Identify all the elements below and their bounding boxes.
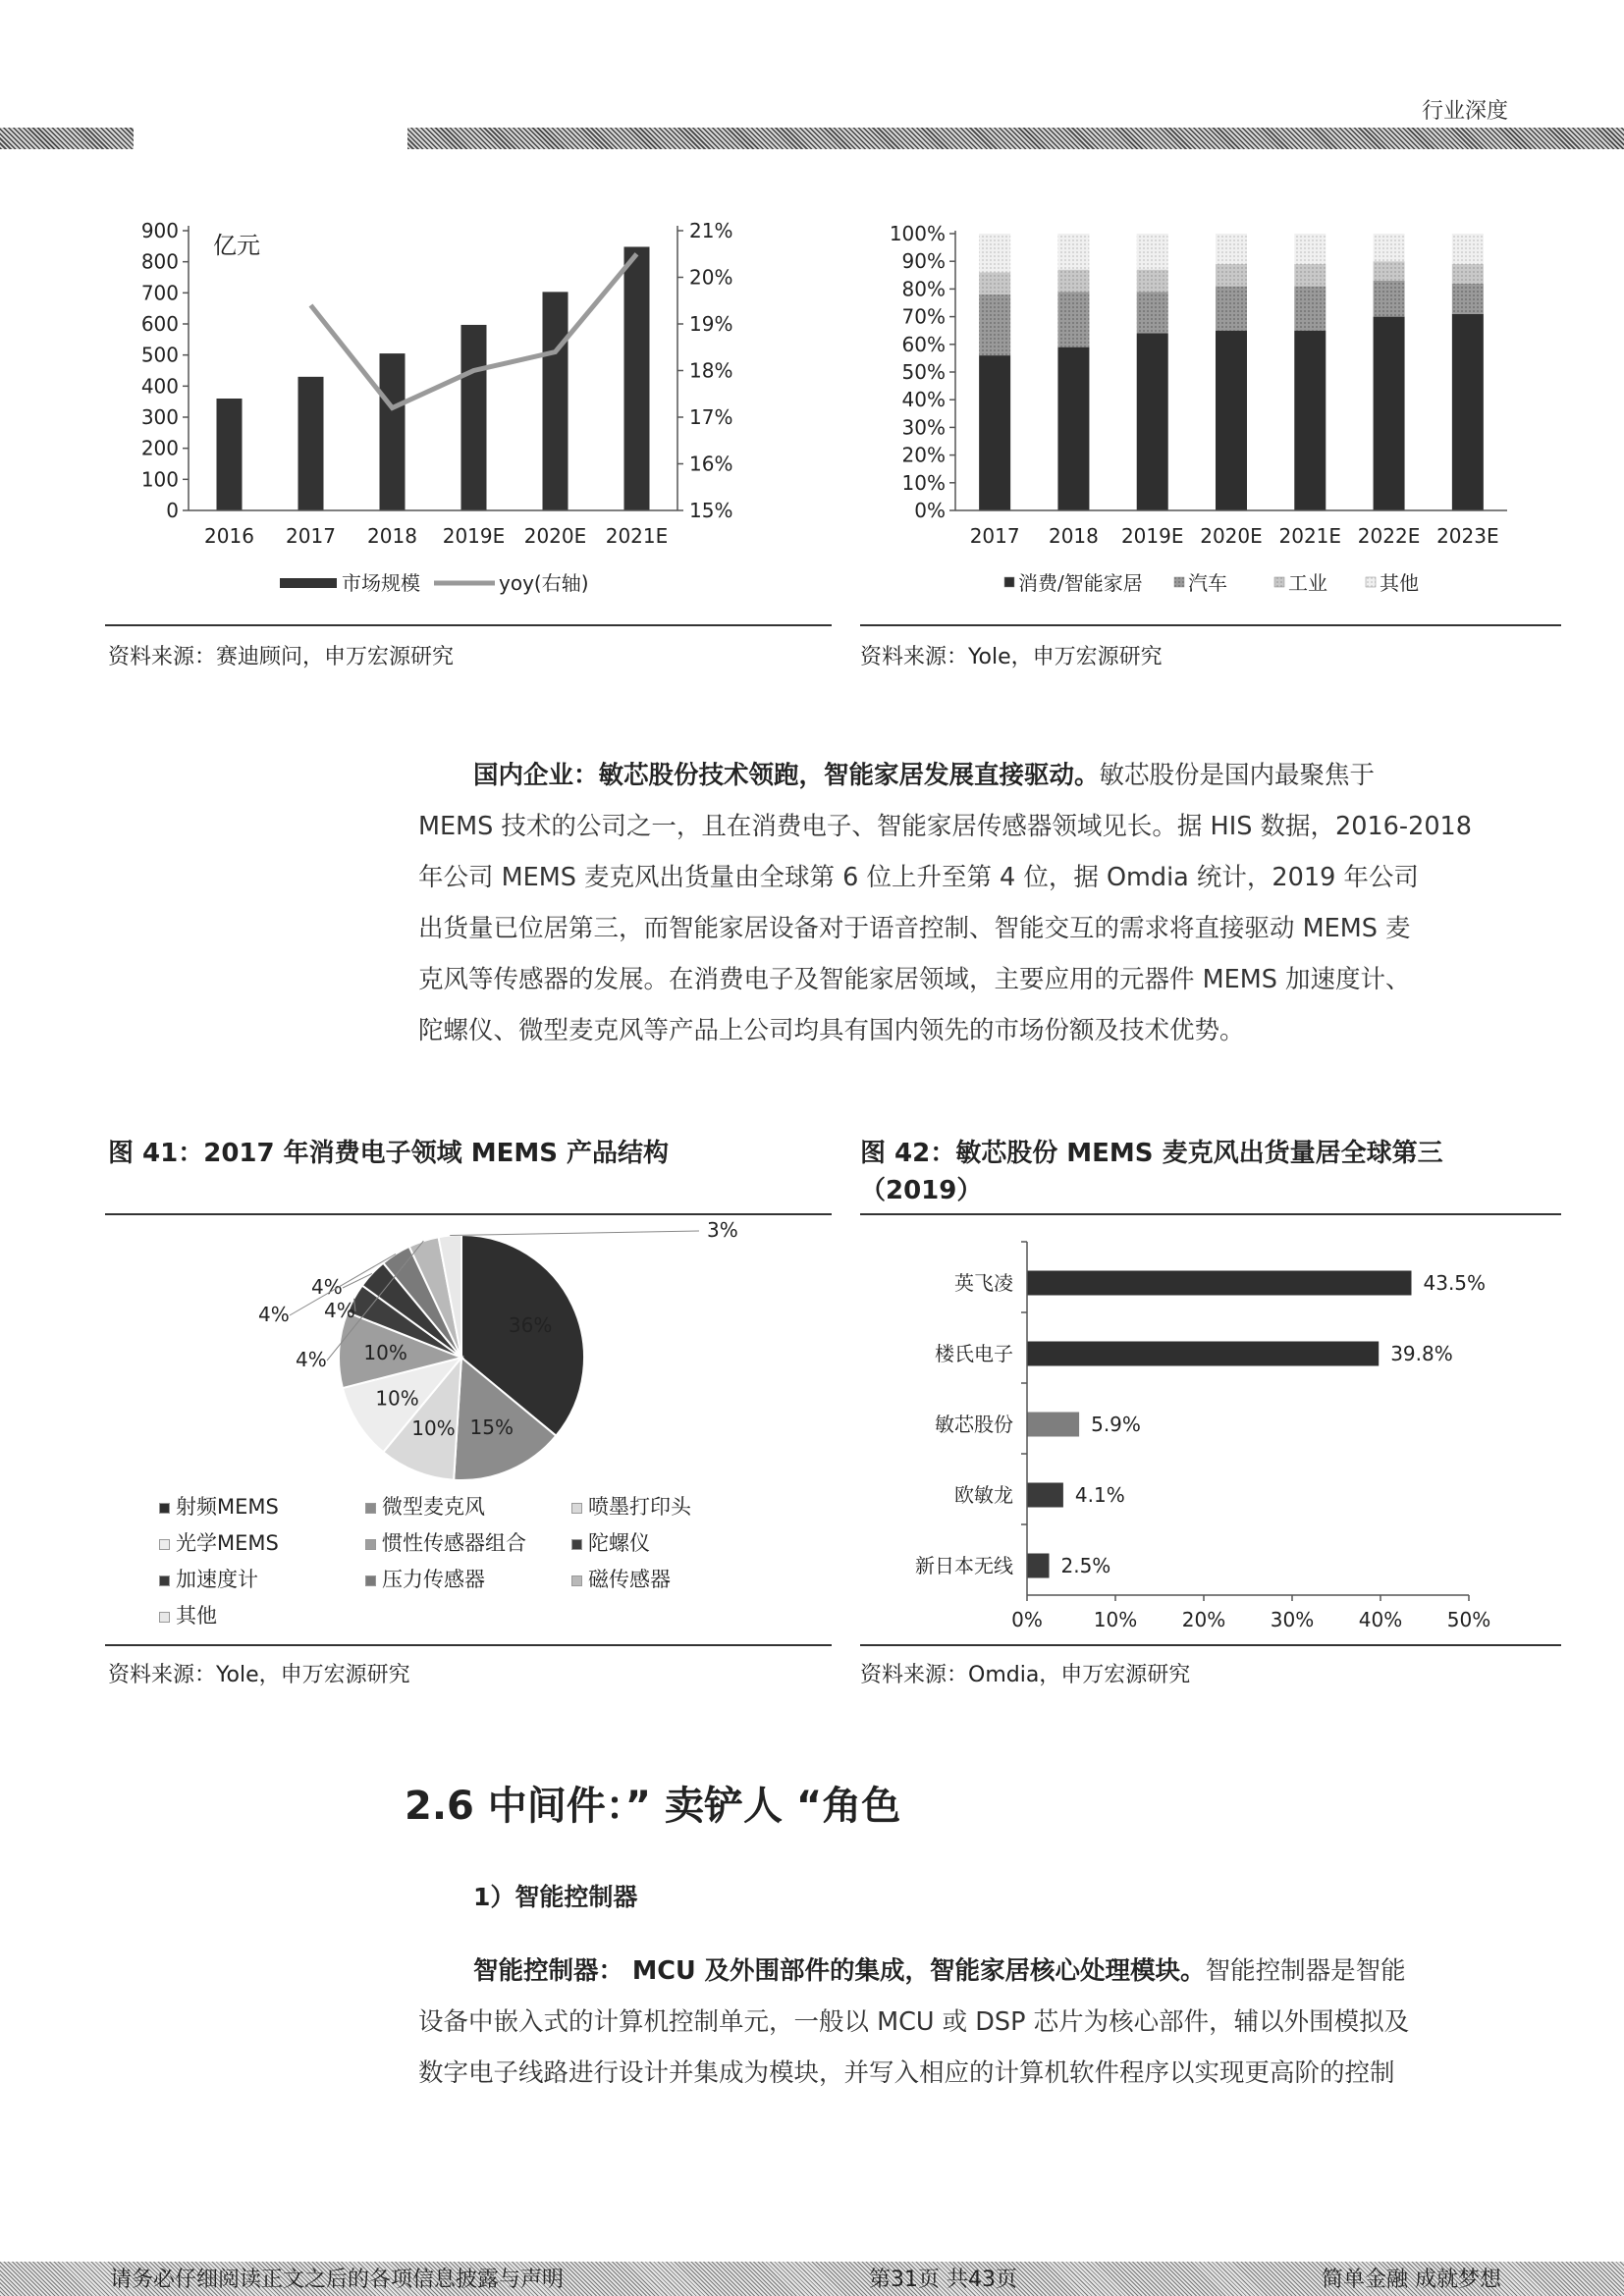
legend-label: 磁传感器 bbox=[588, 1568, 671, 1591]
bar-segment-auto bbox=[979, 294, 1010, 355]
bar-segment-industrial bbox=[1374, 261, 1405, 281]
bar-shipment-share bbox=[1027, 1413, 1079, 1437]
bar-shipment-share bbox=[1027, 1342, 1379, 1366]
legend-swatch bbox=[571, 1539, 582, 1550]
pie-data-label: 36% bbox=[508, 1313, 553, 1338]
y-tick-label: 90% bbox=[901, 249, 946, 274]
bar-segment-other bbox=[979, 234, 1010, 272]
figure41-title: 图 41：2017 年消费电子领域 MEMS 产品结构 bbox=[108, 1139, 669, 1168]
x-tick-label: 2021E bbox=[1278, 524, 1342, 548]
bar-segment-auto bbox=[1294, 287, 1326, 331]
y-tick-label: 300 bbox=[140, 405, 179, 429]
paragraph-smart-controller bbox=[418, 1946, 1494, 2099]
legend-swatch-bar bbox=[280, 578, 337, 588]
figure41-rule bbox=[105, 1213, 832, 1215]
bar-segment-consumer bbox=[979, 355, 1010, 510]
x-tick-label: 2023E bbox=[1436, 524, 1499, 548]
bar-segment-consumer bbox=[1452, 314, 1484, 510]
legend-swatch bbox=[365, 1575, 376, 1586]
y-tick-label: 20% bbox=[901, 443, 946, 467]
chart1-unit-label: 亿元 bbox=[213, 232, 260, 259]
bar-segment-other bbox=[1216, 234, 1247, 264]
legend-label: 惯性传感器组合 bbox=[382, 1531, 526, 1555]
figure42-source: 资料来源：Omdia，申万宏源研究 bbox=[860, 1663, 1191, 1687]
sensor-application-chart bbox=[864, 216, 1551, 609]
pie-legend-item bbox=[159, 1491, 365, 1521]
y-tick-label: 800 bbox=[140, 249, 179, 274]
pie-data-label: 10% bbox=[411, 1416, 456, 1441]
y-tick-label: 200 bbox=[140, 436, 179, 460]
x-tick-label: 2022E bbox=[1357, 524, 1421, 548]
category-label: 新日本无线 bbox=[915, 1554, 1013, 1577]
bar-segment-consumer bbox=[1057, 347, 1089, 510]
legend-swatch bbox=[159, 1575, 170, 1586]
bar-data-label: 2.5% bbox=[1060, 1554, 1111, 1577]
pie-data-label: 3% bbox=[707, 1218, 738, 1242]
bar-segment-industrial bbox=[1137, 270, 1168, 293]
y-tick-label: 10% bbox=[901, 470, 946, 495]
y-tick-label: 100% bbox=[889, 222, 946, 245]
pie-legend-item bbox=[365, 1527, 571, 1557]
figure42-rule bbox=[860, 1213, 1561, 1215]
figure42-bottom-rule bbox=[860, 1644, 1561, 1646]
legend-label: 喷墨打印头 bbox=[588, 1495, 691, 1519]
pie-legend-item bbox=[159, 1564, 365, 1593]
category-label: 楼氏电子 bbox=[935, 1342, 1013, 1365]
bar-segment-auto bbox=[1216, 287, 1247, 331]
pie-data-label: 15% bbox=[469, 1415, 514, 1440]
header-rule-left bbox=[0, 128, 134, 149]
y2-tick-label: 21% bbox=[689, 219, 733, 242]
legend-label-line: yoy(右轴) bbox=[499, 571, 589, 595]
legend-swatch bbox=[159, 1503, 170, 1514]
pie-data-label: 10% bbox=[363, 1341, 407, 1365]
bar-market-size bbox=[461, 325, 487, 510]
bar-segment-other bbox=[1374, 234, 1405, 261]
section-title: 2.6 中间件：” 卖铲人 “角色 bbox=[405, 1784, 901, 1829]
bar-shipment-share bbox=[1027, 1554, 1050, 1578]
chart1-rule bbox=[105, 624, 832, 626]
chart2-source: 资料来源：Yole，申万宏源研究 bbox=[860, 645, 1163, 669]
legend-label: 射频MEMS bbox=[176, 1495, 279, 1519]
microphone-shipments-chart bbox=[860, 1222, 1561, 1634]
x-tick-label: 2018 bbox=[367, 524, 417, 548]
legend-label: 汽车 bbox=[1188, 571, 1227, 595]
bar-segment-auto bbox=[1137, 292, 1168, 333]
x-tick-label: 2017 bbox=[969, 524, 1020, 548]
paragraph1-line: MEMS 技术的公司之一，且在消费电子、智能家居传感器领域见长。据 HIS 数据，2016-2018 bbox=[418, 812, 1472, 841]
figure42-title-line1: 图 42：敏芯股份 MEMS 麦克风出货量居全球第三 bbox=[860, 1139, 1443, 1168]
bar-segment-industrial bbox=[1057, 270, 1089, 293]
category-label: 英飞凌 bbox=[954, 1271, 1013, 1295]
legend-label-bar: 市场规模 bbox=[342, 571, 420, 595]
y-tick-label: 0% bbox=[914, 499, 946, 522]
bar-market-size bbox=[380, 353, 406, 510]
legend-swatch bbox=[1004, 577, 1014, 587]
chart1-source: 资料来源：赛迪顾问，申万宏源研究 bbox=[108, 645, 455, 669]
bar-segment-auto bbox=[1057, 292, 1089, 347]
paragraph1-line: 敏芯股份是国内最聚焦于 bbox=[1099, 761, 1376, 790]
bar-shipment-share bbox=[1027, 1271, 1412, 1296]
bar-segment-other bbox=[1452, 234, 1484, 264]
paragraph1-line: 出货量已位居第三，而智能家居设备对于语音控制、智能交互的需求将直接驱动 MEMS 麦 bbox=[418, 914, 1411, 943]
bar-segment-industrial bbox=[1216, 264, 1247, 287]
legend-swatch bbox=[571, 1503, 582, 1514]
x-tick-label: 50% bbox=[1446, 1608, 1491, 1631]
figure41-source: 资料来源：Yole，申万宏源研究 bbox=[108, 1663, 410, 1687]
subsection-title: 1）智能控制器 bbox=[473, 1883, 638, 1911]
legend-label: 加速度计 bbox=[176, 1568, 258, 1591]
legend-label: 陀螺仪 bbox=[588, 1531, 650, 1555]
y-tick-label: 30% bbox=[901, 415, 946, 440]
legend-label: 压力传感器 bbox=[382, 1568, 485, 1591]
bar-segment-auto bbox=[1452, 284, 1484, 314]
paragraph-domestic-companies bbox=[418, 750, 1494, 1056]
y-tick-label: 500 bbox=[140, 343, 179, 367]
pie-data-label: 4% bbox=[324, 1299, 355, 1322]
y-tick-label: 50% bbox=[901, 360, 946, 384]
x-tick-label: 10% bbox=[1093, 1608, 1138, 1631]
y-tick-label: 0 bbox=[166, 499, 179, 522]
bar-segment-consumer bbox=[1374, 317, 1405, 510]
y2-tick-label: 19% bbox=[689, 312, 733, 336]
y2-tick-label: 16% bbox=[689, 452, 733, 476]
pie-legend-item bbox=[365, 1491, 571, 1521]
paragraph1-lead: 国内企业：敏芯股份技术领跑，智能家居发展直接驱动。 bbox=[473, 761, 1100, 790]
pie-data-label: 10% bbox=[375, 1386, 419, 1411]
footer-disclaimer: 请务必仔细阅读正文之后的各项信息披露与声明 bbox=[110, 2268, 565, 2292]
legend-label: 消费/智能家居 bbox=[1018, 571, 1143, 595]
y-tick-label: 600 bbox=[140, 312, 179, 336]
pie-data-label: 4% bbox=[258, 1303, 290, 1326]
paragraph1-line: 陀螺仪、微型麦克风等产品上公司均具有国内领先的市场份额及技术优势。 bbox=[418, 1016, 1245, 1045]
y-tick-label: 400 bbox=[140, 374, 179, 399]
x-tick-label: 2017 bbox=[286, 524, 336, 548]
y-tick-label: 60% bbox=[901, 332, 946, 356]
bar-segment-consumer bbox=[1137, 334, 1168, 510]
y-tick-label: 40% bbox=[901, 388, 946, 412]
legend-swatch bbox=[159, 1612, 170, 1623]
chart2-rule bbox=[860, 624, 1561, 626]
paragraph1-line: 克风等传感器的发展。在消费电子及智能家居领域，主要应用的元器件 MEMS 加速度计、 bbox=[418, 965, 1411, 994]
market-size-chart bbox=[118, 216, 785, 609]
x-tick-label: 2019E bbox=[1120, 524, 1184, 548]
bar-segment-consumer bbox=[1294, 331, 1326, 510]
y2-tick-label: 20% bbox=[689, 265, 733, 290]
bar-data-label: 5.9% bbox=[1091, 1413, 1141, 1436]
bar-segment-industrial bbox=[1452, 264, 1484, 284]
legend-swatch bbox=[571, 1575, 582, 1586]
header-rule-right bbox=[407, 128, 1624, 149]
bar-data-label: 4.1% bbox=[1074, 1483, 1125, 1507]
x-tick-label: 20% bbox=[1181, 1608, 1226, 1631]
mems-product-pie-chart bbox=[196, 1217, 825, 1502]
legend-swatch bbox=[365, 1503, 376, 1514]
x-tick-label: 2020E bbox=[1200, 524, 1263, 548]
category-label: 欧敏龙 bbox=[954, 1483, 1013, 1507]
header-label: 行业深度 bbox=[1421, 99, 1508, 124]
bar-market-size bbox=[217, 399, 243, 510]
bar-data-label: 39.8% bbox=[1390, 1342, 1453, 1365]
pie-legend-item bbox=[571, 1527, 748, 1557]
legend-swatch bbox=[1174, 577, 1184, 587]
pie-legend-item bbox=[571, 1491, 748, 1521]
y-tick-label: 80% bbox=[901, 277, 946, 301]
x-tick-label: 0% bbox=[1011, 1608, 1043, 1631]
pie-leader-line bbox=[450, 1231, 699, 1236]
legend-label: 光学MEMS bbox=[176, 1531, 279, 1555]
category-label: 敏芯股份 bbox=[935, 1413, 1013, 1436]
bar-segment-consumer bbox=[1216, 331, 1247, 510]
x-tick-label: 2016 bbox=[204, 524, 254, 548]
legend-swatch bbox=[159, 1539, 170, 1550]
pie-data-label: 4% bbox=[311, 1275, 343, 1299]
y-tick-label: 70% bbox=[901, 304, 946, 329]
legend-label: 工业 bbox=[1288, 571, 1327, 595]
paragraph2-line: 智能控制器是智能 bbox=[1205, 1956, 1406, 1986]
bar-data-label: 43.5% bbox=[1423, 1271, 1487, 1295]
y-tick-label: 900 bbox=[140, 219, 179, 242]
legend-label: 微型麦克风 bbox=[382, 1495, 485, 1519]
bar-segment-industrial bbox=[1294, 264, 1326, 287]
pie-data-label: 4% bbox=[296, 1348, 327, 1371]
figure41-bottom-rule bbox=[105, 1644, 832, 1646]
figure42-title bbox=[860, 1135, 1443, 1209]
x-tick-label: 40% bbox=[1358, 1608, 1403, 1631]
footer-slogan: 简单金融 成就梦想 bbox=[1322, 2268, 1501, 2292]
bar-shipment-share bbox=[1027, 1483, 1063, 1508]
legend-label: 其他 bbox=[1380, 571, 1419, 595]
pie-legend-item bbox=[159, 1600, 365, 1629]
y-tick-label: 700 bbox=[140, 281, 179, 305]
bar-segment-industrial bbox=[979, 272, 1010, 294]
legend-label: 其他 bbox=[176, 1604, 217, 1628]
bar-segment-other bbox=[1137, 234, 1168, 270]
bar-segment-auto bbox=[1374, 281, 1405, 317]
pie-legend-item bbox=[365, 1564, 571, 1593]
footer-page-number: 第31页 共43页 bbox=[869, 2268, 1017, 2292]
y-tick-label: 100 bbox=[140, 467, 179, 492]
x-tick-label: 2019E bbox=[442, 524, 506, 548]
paragraph2-line: 数字电子线路进行设计并集成为模块，并写入相应的计算机软件程序以实现更高阶的控制 bbox=[418, 2058, 1395, 2088]
legend-swatch bbox=[1366, 577, 1376, 587]
legend-swatch bbox=[365, 1539, 376, 1550]
legend-swatch bbox=[1274, 577, 1284, 587]
paragraph1-line: 年公司 MEMS 麦克风出货量由全球第 6 位上升至第 4 位，据 Omdia 统计，2019 年公司 bbox=[418, 863, 1419, 892]
x-tick-label: 2020E bbox=[523, 524, 587, 548]
bar-market-size bbox=[298, 377, 324, 510]
x-tick-label: 2021E bbox=[605, 524, 669, 548]
bar-market-size bbox=[543, 292, 568, 510]
paragraph2-lead: 智能控制器： MCU 及外围部件的集成，智能家居核心处理模块。 bbox=[473, 1956, 1206, 1986]
x-tick-label: 2018 bbox=[1048, 524, 1099, 548]
y2-tick-label: 17% bbox=[689, 405, 733, 429]
x-tick-label: 30% bbox=[1270, 1608, 1315, 1631]
y2-tick-label: 15% bbox=[689, 499, 733, 522]
bar-market-size bbox=[624, 246, 650, 510]
pie-legend-item bbox=[159, 1527, 365, 1557]
figure41-legend bbox=[159, 1491, 748, 1629]
bar-segment-other bbox=[1057, 234, 1089, 270]
y2-tick-label: 18% bbox=[689, 358, 733, 383]
paragraph2-line: 设备中嵌入式的计算机控制单元，一般以 MCU 或 DSP 芯片为核心部件，辅以外围模拟及 bbox=[418, 2007, 1410, 2037]
pie-legend-item bbox=[571, 1564, 748, 1593]
bar-segment-other bbox=[1294, 234, 1326, 264]
figure42-title-line2: （2019） bbox=[860, 1176, 983, 1205]
